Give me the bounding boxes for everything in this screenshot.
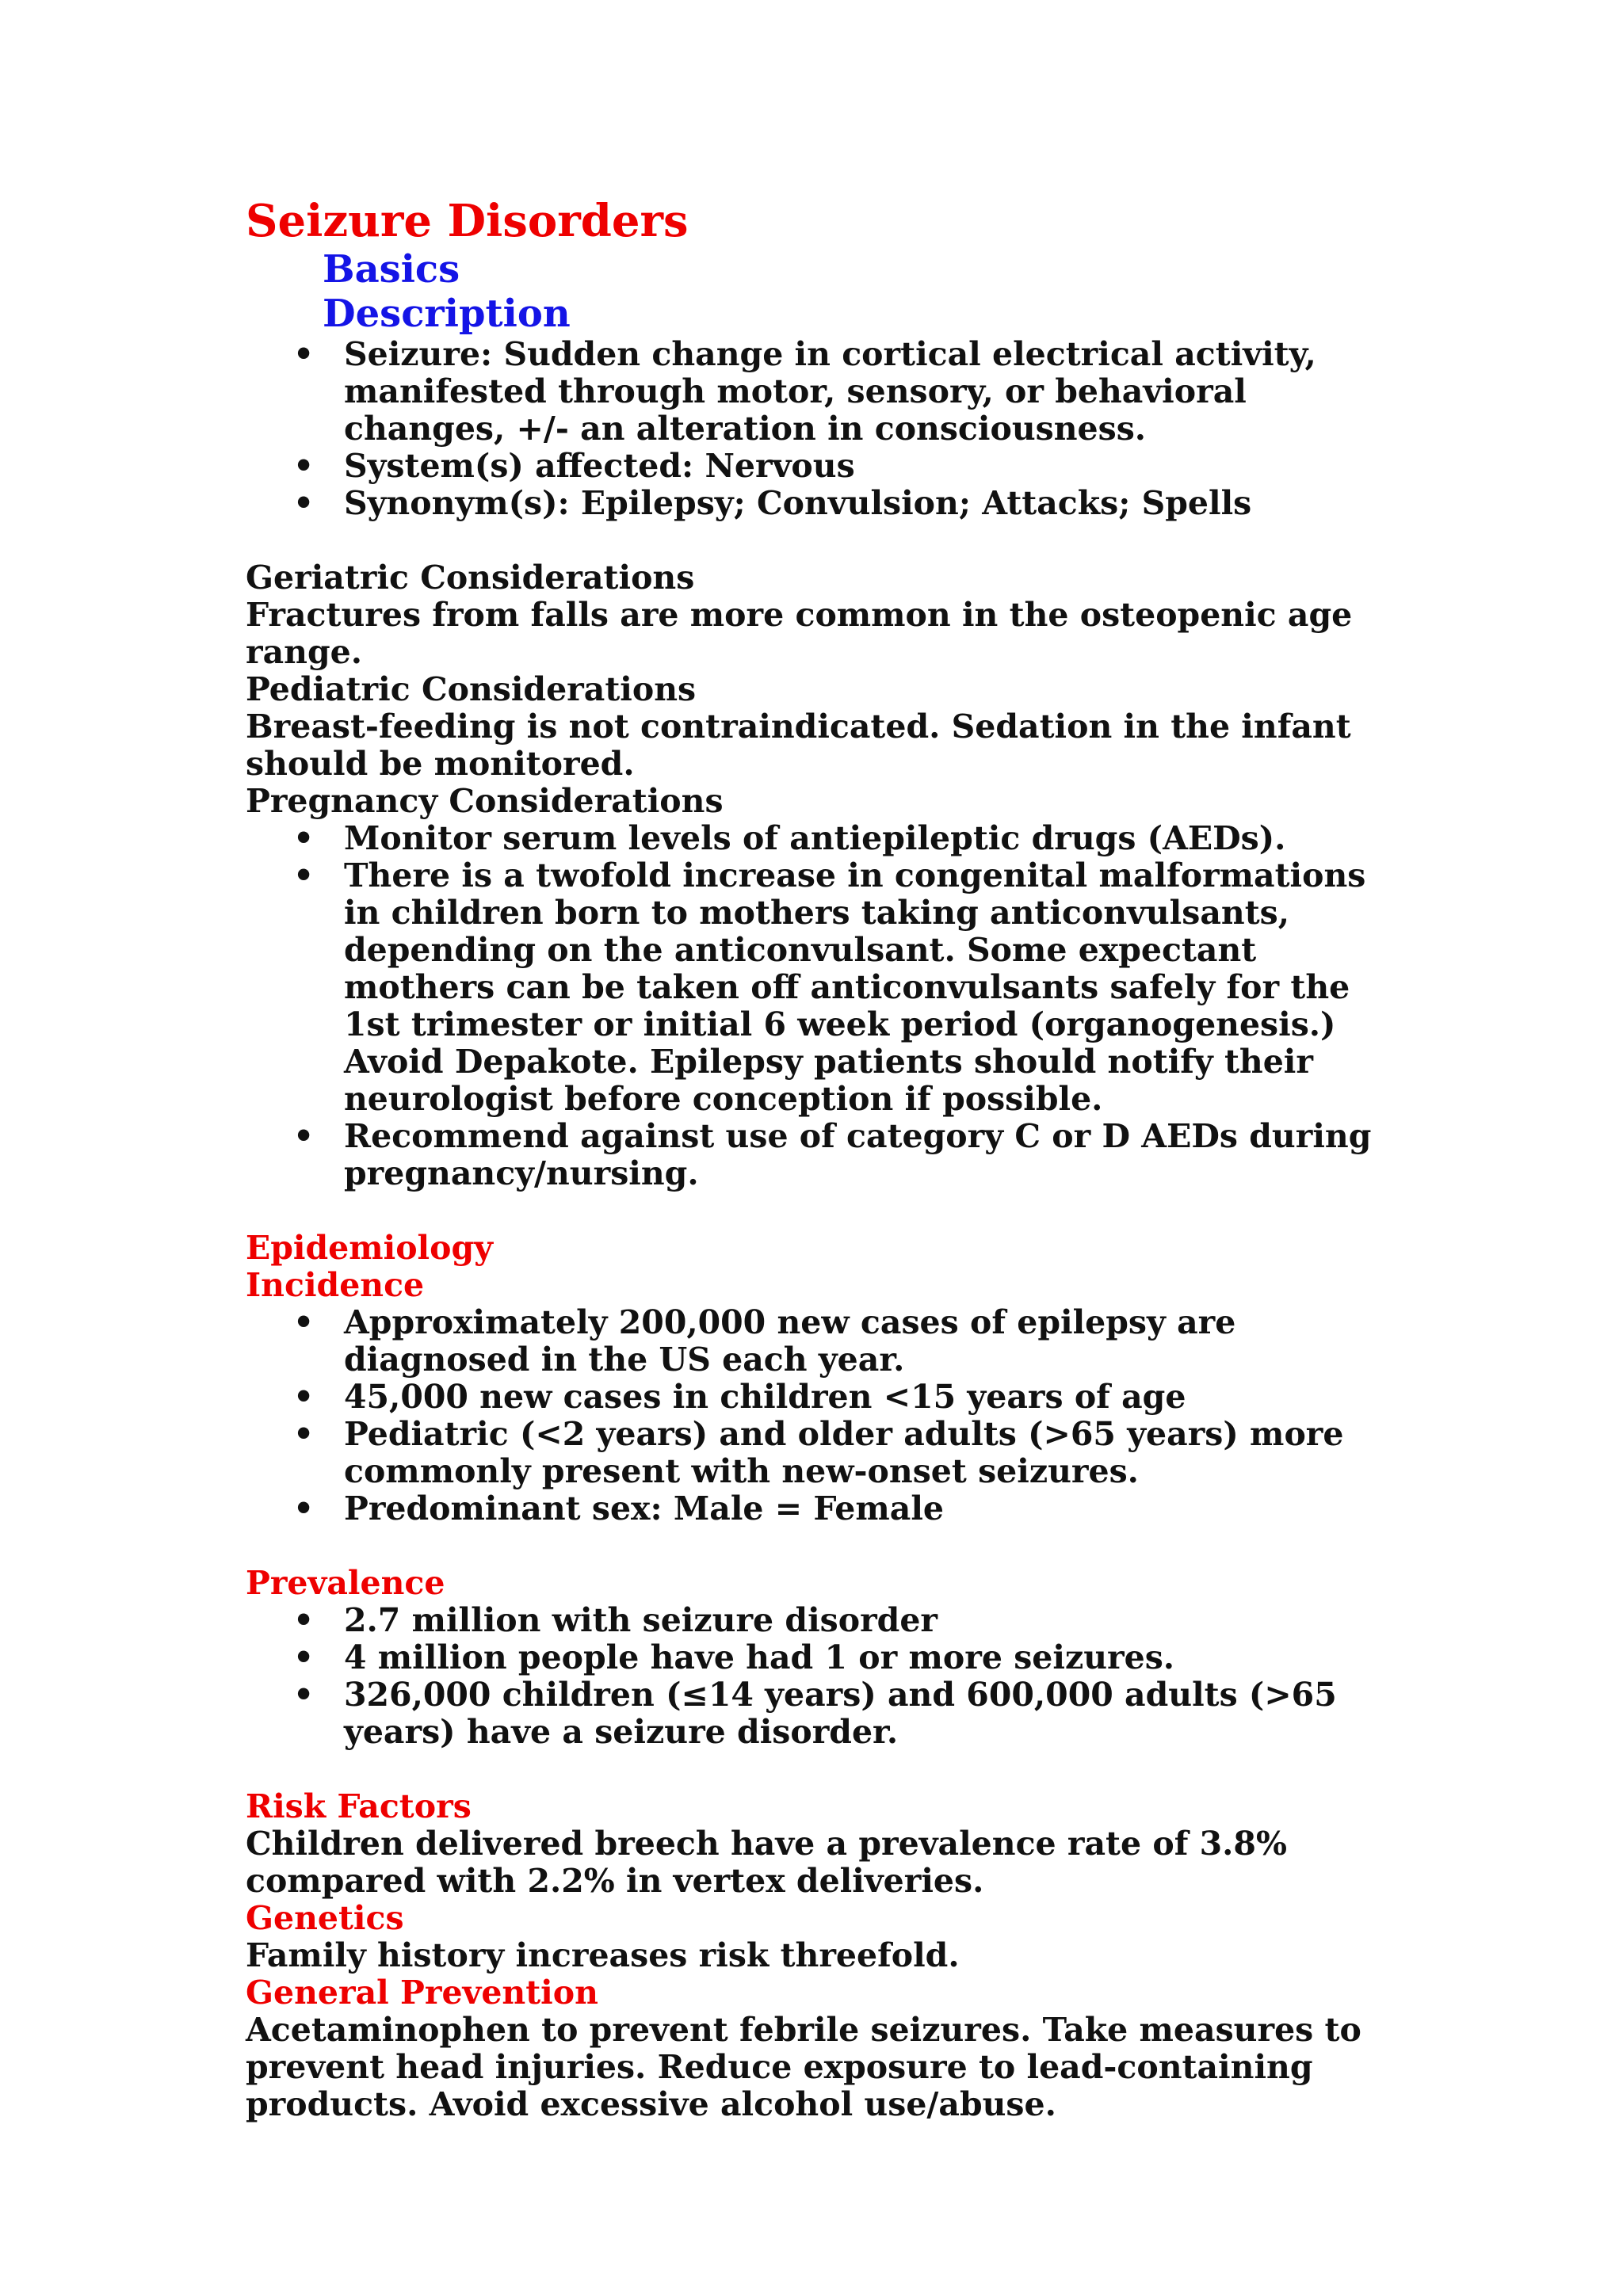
list-item: • Predominant sex: Male = Female — [246, 1490, 1395, 1527]
genetics-heading: Genetics — [246, 1899, 404, 1937]
pregnancy-heading: Pregnancy Considerations — [246, 782, 724, 820]
list-item: • System(s) affected: Nervous — [246, 448, 1395, 485]
list-item: • 2.7 million with seizure disorder — [246, 1602, 1395, 1639]
description-list — [246, 336, 1395, 522]
spacer — [246, 522, 1395, 559]
description-heading: Description — [323, 292, 571, 336]
spacer — [246, 1751, 1395, 1788]
document-page — [246, 195, 1395, 2123]
geriatric-heading: Geriatric Considerations — [246, 559, 695, 597]
pediatric-text: Breast-feeding is not contraindicated. Sedation in the infant should be monitored. — [246, 707, 1351, 783]
prevalence-list — [246, 1602, 1395, 1751]
basics-heading: Basics — [323, 247, 460, 292]
risk-factors-text: Children delivered breech have a prevalence rate of 3.8% compared with 2.2% in vertex deliveries. — [246, 1825, 1287, 1900]
list-item: • Approximately 200,000 new cases of epilepsy are diagnosed in the US each year. — [246, 1304, 1395, 1379]
spacer — [246, 1192, 1395, 1230]
incidence-heading: Incidence — [246, 1266, 425, 1304]
list-item: • Recommend against use of category C or D AEDs during pregnancy/nursing. — [246, 1118, 1395, 1192]
list-item: • Seizure: Sudden change in cortical electrical activity, manifested through motor, sensory, or behavioral changes, +/- an alteration in consciousness. — [246, 336, 1395, 448]
list-item: • Synonym(s): Epilepsy; Convulsion; Attacks; Spells — [246, 485, 1395, 522]
epidemiology-heading: Epidemiology — [246, 1229, 493, 1267]
spacer — [246, 1527, 1395, 1565]
page-title: Seizure Disorders — [246, 195, 689, 247]
geriatric-text: Fractures from falls are more common in the osteopenic age range. — [246, 596, 1353, 671]
list-item: • 45,000 new cases in children <15 years of age — [246, 1379, 1395, 1416]
risk-factors-heading: Risk Factors — [246, 1787, 472, 1825]
list-item: • There is a twofold increase in congenital malformations in children born to mothers taking anticonvulsants, depending on the anticonvulsant. Some expectant mothers can be taken off anticonvulsants safely for the 1st trimester or initial 6 week period (organogenesis.) Avoid Depakote. Epilepsy patients should notify their neurologist before conception if possible. — [246, 857, 1395, 1118]
list-item: • Pediatric (<2 years) and older adults (>65 years) more commonly present with new-onset seizures. — [246, 1416, 1395, 1490]
list-item: • Monitor serum levels of antiepileptic drugs (AEDs). — [246, 820, 1395, 857]
genetics-text: Family history increases risk threefold. — [246, 1936, 960, 1974]
general-prevention-heading: General Prevention — [246, 1974, 598, 2012]
pediatric-heading: Pediatric Considerations — [246, 670, 697, 708]
list-item: • 4 million people have had 1 or more seizures. — [246, 1639, 1395, 1676]
general-prevention-text: Acetaminophen to prevent febrile seizures. Take measures to prevent head injuries. Reduce exposure to lead-containing products. Avoid excessive alcohol use/abuse. — [246, 2011, 1361, 2123]
incidence-list — [246, 1304, 1395, 1527]
prevalence-heading: Prevalence — [246, 1564, 445, 1602]
list-item: • 326,000 children (≤14 years) and 600,000 adults (>65 years) have a seizure disorder. — [246, 1676, 1395, 1751]
pregnancy-list — [246, 820, 1395, 1192]
